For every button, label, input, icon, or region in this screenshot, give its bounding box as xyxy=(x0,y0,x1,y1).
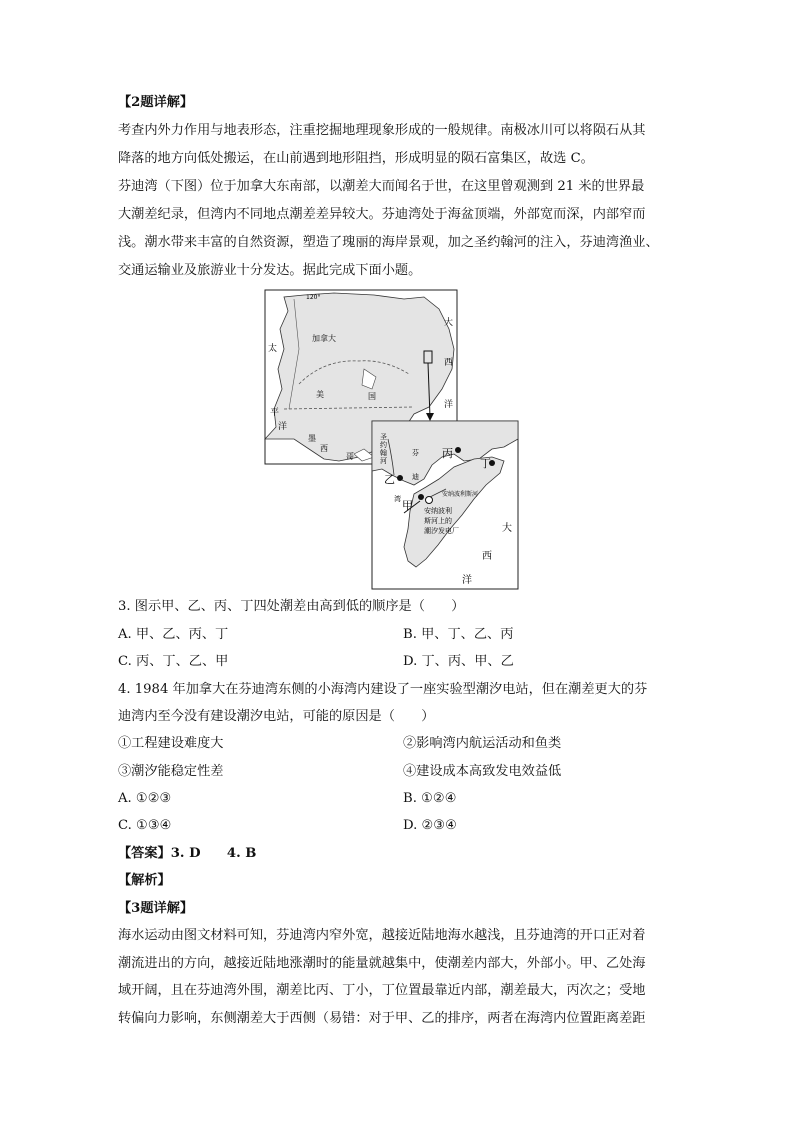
label-saint-john: 河 xyxy=(380,457,387,465)
paragraph-line: 大潮差纪录，但湾内不同地点潮差差异较大。芬迪湾处于海盆顶端，外部宽而深，内部窄而 xyxy=(118,207,646,222)
label-atlantic: 洋 xyxy=(444,400,454,410)
label-fundy: 迪 xyxy=(412,473,419,481)
point-yi xyxy=(397,475,403,481)
label-pacific: 太 xyxy=(268,344,278,354)
label-tidal-plant: 潮汐发电厂 xyxy=(424,527,459,535)
point-bing xyxy=(455,447,461,453)
paragraph-line: 芬迪湾（下图）位于加拿大东南部，以潮差大而闻名于世，在这里曾观测到 21 米的世界最 xyxy=(118,179,645,194)
label-fundy: 湾 xyxy=(394,495,401,503)
paragraph-line: 降落的地方向低处搬运，在山前遇到地形阻挡，形成明显的陨石富集区，故选 C。 xyxy=(118,151,594,166)
paragraph-line: 转偏向力影响，东侧潮差大于西侧（易错：对于甲、乙的排序，两者在海湾内位置距离差距 xyxy=(118,1011,646,1026)
label-fundy: 芬 xyxy=(412,449,419,457)
label-atlantic: 西 xyxy=(444,358,454,368)
statement-1: ①工程建设难度大 xyxy=(118,736,224,751)
label-mexico: 墨 xyxy=(308,434,316,443)
tidal-plant-marker xyxy=(426,497,433,504)
paragraph-line: 考查内外力作用与地表形态，注重挖掘地理现象形成的一般规律。南极冰川可以将陨石从其 xyxy=(118,123,646,138)
label-tidal-plant: 斯河上的 xyxy=(424,517,452,525)
label-tidal-plant: 安纳波利 xyxy=(424,507,452,515)
label-annapolis-river: 安纳波利斯河 xyxy=(442,491,479,498)
label-yi: 乙 xyxy=(384,473,395,486)
label-bing: 丙 xyxy=(442,447,453,460)
statement-4: ④建设成本高致发电效益低 xyxy=(403,764,562,779)
section-header-q2: 【2题详解】 xyxy=(118,95,194,110)
label-longitude: 120° xyxy=(306,294,321,301)
option-a: A. 甲、乙、丙、丁 xyxy=(118,627,229,642)
statement-3: ③潮汐能稳定性差 xyxy=(118,764,224,779)
question-3-stem: 3. 图示甲、乙、丙、丁四处潮差由高到低的顺序是（ ） xyxy=(118,599,465,614)
label-atlantic-inset: 大 xyxy=(502,523,512,534)
fundy-bay-map xyxy=(264,289,520,591)
label-atlantic-inset: 洋 xyxy=(462,575,472,586)
label-pacific: 平 xyxy=(270,408,280,418)
label-saint-john: 约 xyxy=(380,441,387,449)
option-d: D. ②③④ xyxy=(403,818,457,833)
label-saint-john: 翰 xyxy=(380,449,387,457)
label-mexico: 西 xyxy=(320,444,328,453)
paragraph-line: 潮流进出的方向，越接近陆地涨潮时的能量就越集中，使潮差内部大，外部小。甲、乙处海 xyxy=(118,956,646,971)
label-us: 美 xyxy=(316,390,324,399)
label-us: 国 xyxy=(368,392,376,401)
option-d: D. 丁、丙、甲、乙 xyxy=(403,654,514,669)
option-b: B. ①②④ xyxy=(403,791,457,806)
label-atlantic-inset: 西 xyxy=(482,551,492,562)
section-header-q3: 【3题详解】 xyxy=(118,901,194,916)
paragraph-line: 交通运输业及旅游业十分发达。据此完成下面小题。 xyxy=(118,263,422,278)
paragraph-line: 浅。潮水带来丰富的自然资源，塑造了瑰丽的海岸景观，加之圣约翰河的注入，芬迪湾渔业、 xyxy=(118,235,659,250)
answer-line: 【答案】3. D 4. B xyxy=(118,846,257,861)
label-canada: 加拿大 xyxy=(312,334,336,343)
label-mexico: 哥 xyxy=(346,452,354,461)
analysis-header: 【解析】 xyxy=(118,873,171,888)
label-ding: 丁 xyxy=(480,457,491,470)
paragraph-line: 域开阔，且在芬迪湾外围，潮差比丙、丁小，丁位置最靠近内部，潮差最大，丙次之；受地 xyxy=(118,983,646,998)
statement-2: ②影响湾内航运活动和鱼类 xyxy=(403,736,562,751)
option-b: B. 甲、丁、乙、丙 xyxy=(403,627,514,642)
option-c: C. ①③④ xyxy=(118,818,172,833)
option-a: A. ①②③ xyxy=(118,791,172,806)
option-c: C. 丙、丁、乙、甲 xyxy=(118,654,229,669)
label-jia: 甲 xyxy=(402,499,413,512)
point-jia xyxy=(418,494,424,500)
question-4-stem: 4. 1984 年加拿大在芬迪湾东侧的小海湾内建设了一座实验型潮汐电站，但在潮差更大的芬 xyxy=(118,682,648,697)
question-4-stem: 迪湾内至今没有建设潮汐电站，可能的原因是（ ） xyxy=(118,709,435,724)
label-saint-john: 圣 xyxy=(380,433,387,441)
label-pacific: 洋 xyxy=(278,422,288,432)
paragraph-line: 海水运动由图文材料可知，芬迪湾内窄外宽，越接近陆地海水越浅，且芬迪湾的开口正对着 xyxy=(118,928,646,943)
label-atlantic: 大 xyxy=(444,318,454,328)
